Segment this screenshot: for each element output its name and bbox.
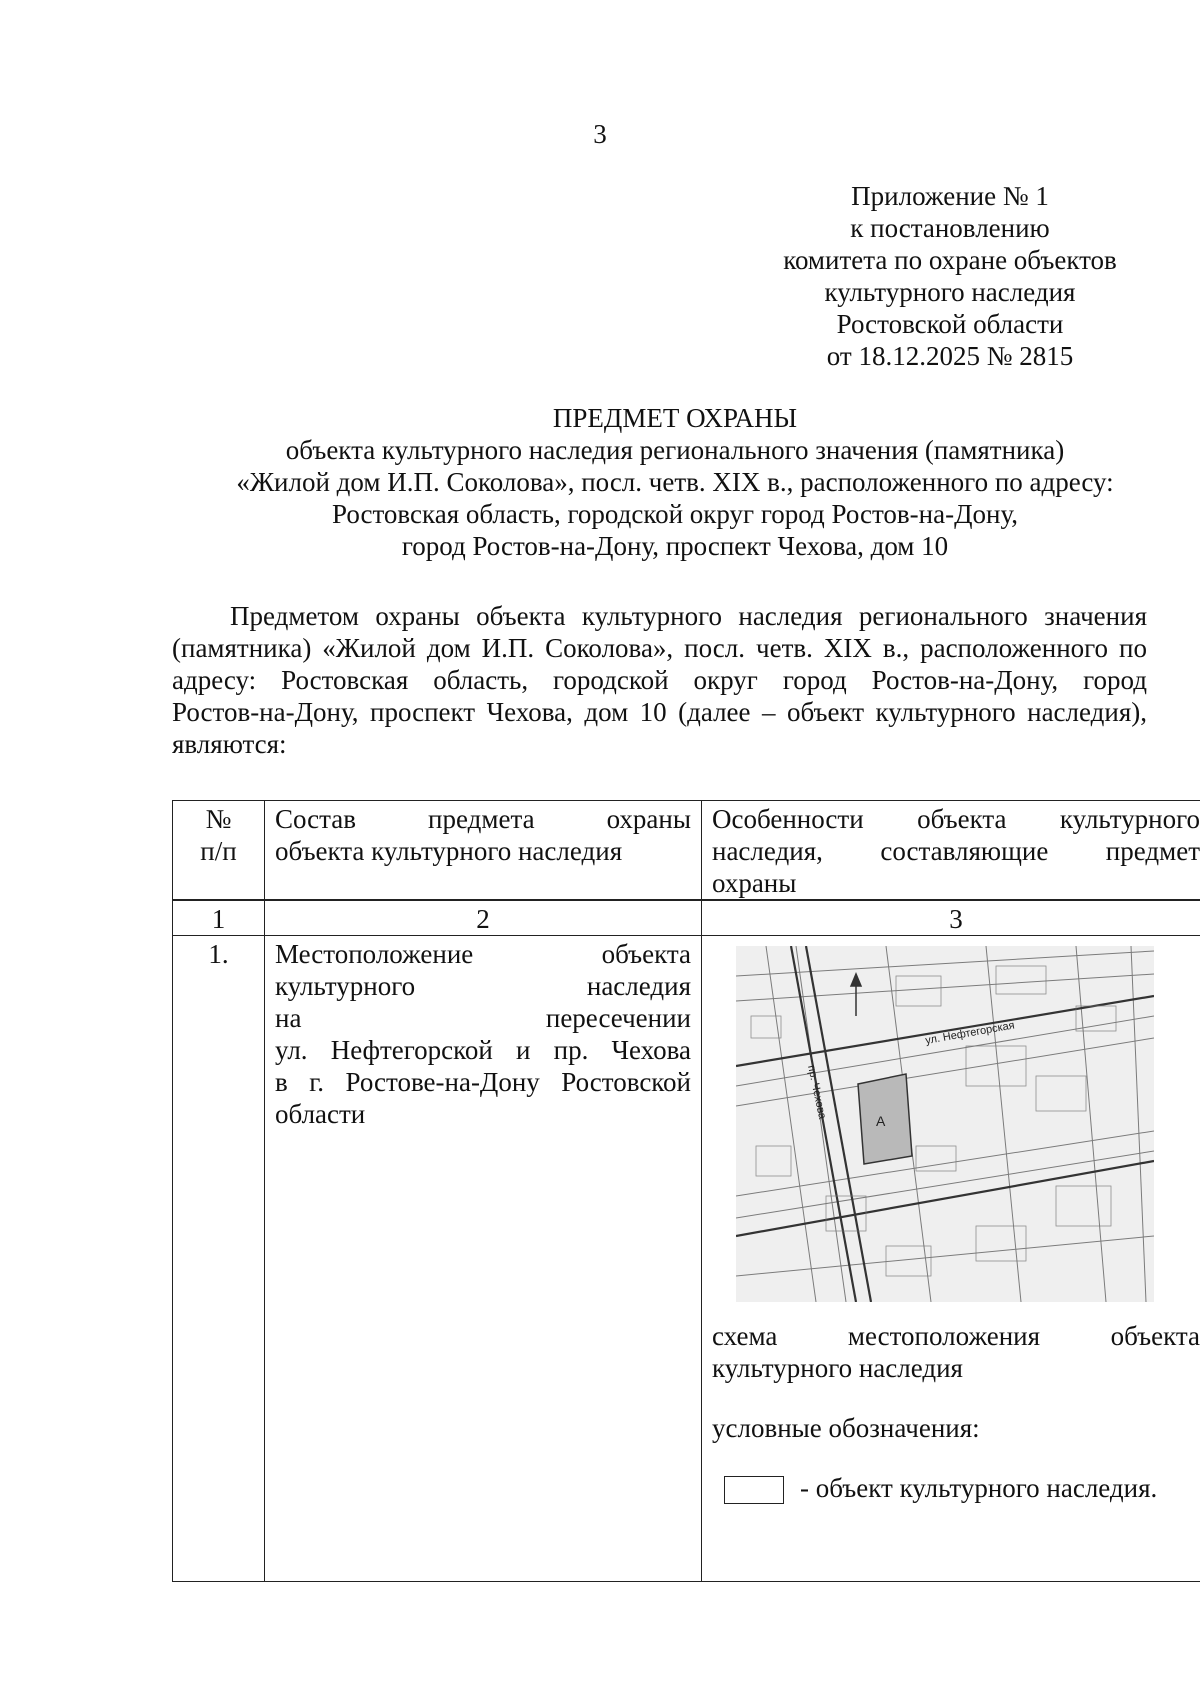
caption-line: схема местоположения объекта bbox=[712, 1321, 1200, 1351]
col-number-cell: 3 bbox=[702, 901, 1200, 936]
header-text: объекта культурного наследия bbox=[275, 836, 623, 866]
composition-line: в г. Ростове-на-Дону Ростовской bbox=[275, 1067, 691, 1097]
intro-line: являются: bbox=[172, 729, 287, 759]
appendix-line: от 18.12.2025 № 2815 bbox=[826, 341, 1074, 371]
features-cell bbox=[702, 936, 1200, 1582]
table-row bbox=[173, 901, 1200, 936]
title-heading: ПРЕДМЕТ ОХРАНЫ bbox=[552, 403, 798, 433]
intro-line: Ростов-на-Дону, проспект Чехова, дом 10 (далее – объект культурного наследия), bbox=[172, 697, 1147, 727]
location-map bbox=[736, 946, 1154, 1302]
appendix-block bbox=[740, 180, 1160, 372]
row-number: 1. bbox=[173, 936, 265, 1582]
map-caption bbox=[712, 1320, 1200, 1384]
intro-line: адресу: Ростовская область, городской округ город Ростов-на-Дону, город bbox=[172, 665, 1147, 695]
appendix-line: комитета по охране объектов bbox=[783, 245, 1117, 275]
page-number: 3 bbox=[593, 119, 607, 149]
title-line: «Жилой дом И.П. Соколова», посл. четв. XIX в., расположенного по адресу: bbox=[236, 467, 1114, 497]
header-text: Особенности объекта культурного bbox=[712, 804, 1200, 834]
header-text: Состав предмета охраны bbox=[275, 804, 691, 834]
map-street-label: пр. Чехова bbox=[805, 1064, 829, 1121]
appendix-line: Ростовской области bbox=[836, 309, 1064, 339]
header-text: охраны bbox=[712, 868, 797, 898]
appendix-line: к постановлению bbox=[850, 213, 1050, 243]
composition-cell bbox=[265, 936, 702, 1582]
legend-title: условные обозначения: bbox=[712, 1413, 980, 1443]
composition-line: области bbox=[275, 1099, 366, 1129]
col-number-cell: 1 bbox=[173, 901, 265, 936]
map-object-label: А bbox=[876, 1113, 886, 1129]
table-body bbox=[172, 900, 1200, 1582]
table-header bbox=[172, 800, 1200, 900]
header-cell-composition bbox=[265, 801, 702, 900]
composition-line: культурного наследия bbox=[275, 971, 691, 1001]
map-street-label: ул. Нефтегорская bbox=[924, 1019, 1016, 1047]
table-row bbox=[173, 936, 1200, 1582]
header-cell-number bbox=[173, 801, 265, 900]
composition-line: Местоположение объекта bbox=[275, 939, 691, 969]
intro-paragraph bbox=[172, 600, 1147, 760]
caption-line: культурного наследия bbox=[712, 1353, 963, 1383]
header-text: наследия, составляющие предмет bbox=[712, 836, 1200, 866]
appendix-line: Приложение № 1 bbox=[851, 181, 1049, 211]
legend-text: - объект культурного наследия. bbox=[800, 1473, 1158, 1503]
title-line: объекта культурного наследия регионального значения (памятника) bbox=[285, 435, 1065, 465]
composition-line: на пересечении bbox=[275, 1003, 691, 1033]
location-map-scheme-icon bbox=[736, 946, 1154, 1302]
intro-line: Предметом охраны объекта культурного наследия регионального значения bbox=[230, 601, 1147, 631]
appendix-line: культурного наследия bbox=[824, 277, 1076, 307]
title-line: Ростовская область, городской округ город Ростов-на-Дону, bbox=[331, 499, 1018, 529]
header-cell-features bbox=[702, 801, 1200, 900]
document-title bbox=[170, 402, 1180, 562]
title-line: город Ростов-на-Дону, проспект Чехова, дом 10 bbox=[401, 531, 949, 561]
header-text: п/п bbox=[200, 836, 237, 866]
col-number-cell: 2 bbox=[265, 901, 702, 936]
header-text: № bbox=[205, 804, 232, 834]
legend-row bbox=[712, 1472, 1200, 1508]
legend-box-icon bbox=[724, 1476, 784, 1504]
intro-line: (памятника) «Жилой дом И.П. Соколова», посл. четв. XIX в., расположенного по bbox=[172, 633, 1147, 663]
composition-line: ул. Нефтегорской и пр. Чехова bbox=[275, 1035, 691, 1065]
